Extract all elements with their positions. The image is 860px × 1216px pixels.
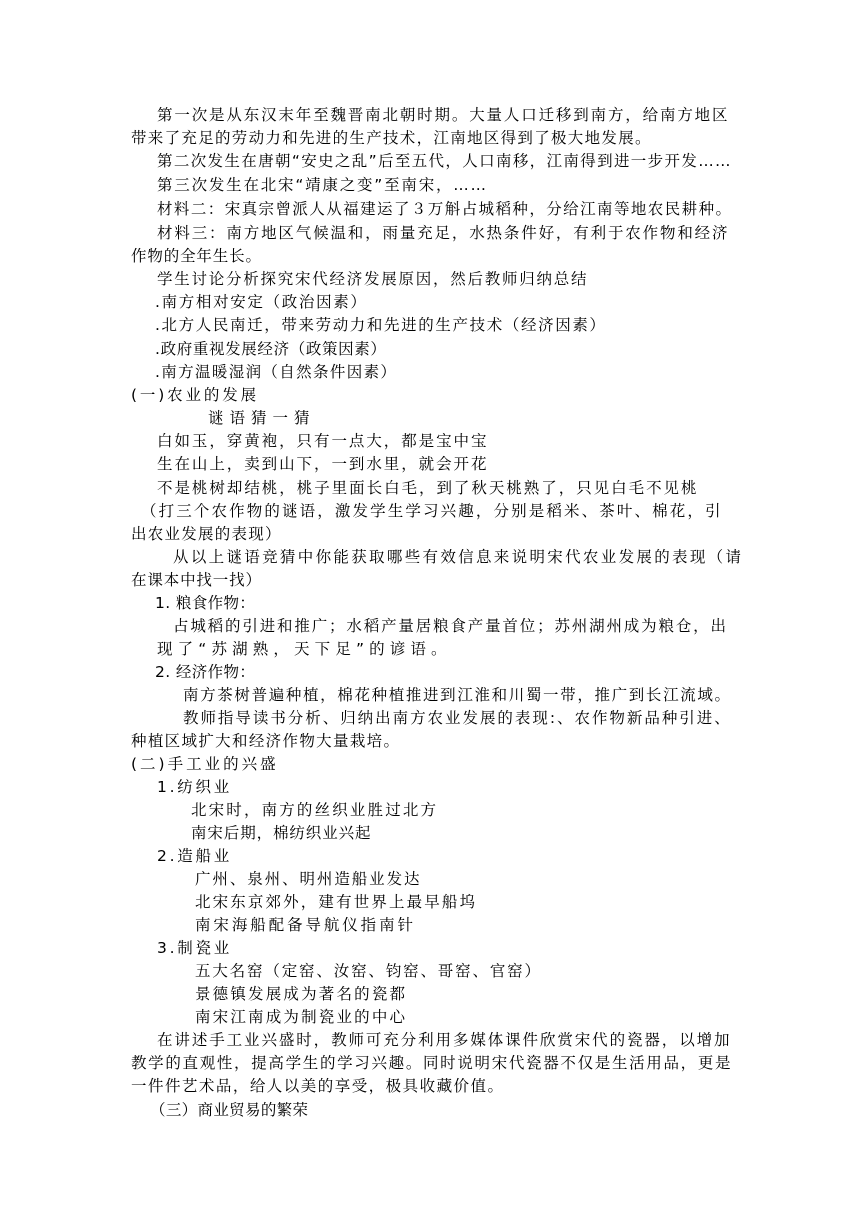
text-line: 北宋东京郊外，建有世界上最早船坞: [195, 893, 478, 911]
text-line: 第三次发生在北宋“靖康之变”至南宋，……: [157, 176, 488, 194]
text-line: 北宋时，南方的丝织业胜过北方: [191, 801, 439, 819]
text-line: 第一次是从东汉末年至魏晋南北朝时期。大量人口迁移到南方，给南方地区: [157, 106, 730, 124]
text-line: 不是桃树却结桃，桃子里面长白毛，到了秋天桃熟了，只见白毛不见桃: [157, 479, 699, 497]
text-line: 南宋后期，棉纺织业兴起: [191, 824, 372, 842]
text-line: 五大名窑（定窑、汝窑、钧窑、哥窑、官窑）: [195, 962, 542, 980]
text-line: 1.纺织业: [157, 778, 233, 796]
text-line: 生在山上，卖到山下，一到水里，就会开花: [157, 455, 489, 473]
text-line: 白如玉，穿黄袍，只有一点大，都是宝中宝: [157, 432, 489, 450]
text-line: 材料二：宋真宗曾派人从福建运了３万斛占城稻种，分给江南等地农民耕种。: [157, 200, 733, 218]
text-line: 南宋海船配备导航仪指南针: [195, 916, 416, 934]
text-line: 第二次发生在唐朝“安史之乱”后至五代，人口南移，江南得到进一步开发……: [157, 152, 732, 170]
text-line: 从以上谜语竞猜中你能获取哪些有效信息来说明宋代农业发展的表现（请: [173, 548, 744, 566]
text-line: 出农业发展的表现）: [131, 525, 282, 543]
text-line: 学生讨论分析探究宋代经济发展原因，然后教师归纳总结: [157, 270, 589, 288]
text-line: 在讲述手工业兴盛时，教师可充分利用多媒体课件欣赏宋代的瓷器，以增加: [157, 1031, 732, 1049]
text-line: .南方温暖湿润（自然条件因素）: [155, 363, 398, 381]
text-line: .南方相对安定（政治因素）: [155, 293, 368, 311]
text-line: 种植区域扩大和经济作物大量栽培。: [131, 732, 401, 750]
text-line: .政府重视发展经济（政策因素）: [155, 340, 387, 358]
text-line: 作物的全年生长。: [131, 247, 262, 265]
text-line: 占城稻的引进和推广；水稻产量居粮食产量首位；苏州湖州成为粮仓，出: [173, 617, 728, 635]
text-line: 1. 粮食作物：: [155, 594, 256, 612]
text-line: （打三个农作物的谜语，激发学生学习兴趣，分别是稻米、茶叶、棉花，引: [141, 502, 723, 520]
text-line: （三）商业贸易的繁荣: [150, 1101, 309, 1119]
text-line: 2. 经济作物：: [155, 663, 256, 681]
text-line: .北方人民南迁，带来劳动力和先进的生产技术（经济因素）: [155, 316, 607, 334]
text-line: 在课本中找一找）: [131, 571, 262, 589]
text-line: 南方茶树普遍种植，棉花种植推进到江淮和川蜀一带，推广到长江流域。: [183, 686, 732, 704]
text-line: 教学的直观性，提高学生的学习兴趣。同时说明宋代瓷器不仅是生活用品，更是: [131, 1054, 733, 1072]
text-line: 景德镇发展成为著名的瓷都: [195, 985, 408, 1003]
text-line: 谜语猜一猜: [208, 409, 316, 427]
text-line: 一件件艺术品，给人以美的享受，极具收藏价值。: [131, 1077, 505, 1095]
text-line: 教师指导读书分析、归纳出南方农业发展的表现:、农作物新品种引进、: [183, 709, 732, 727]
text-line: 3.制瓷业: [157, 939, 233, 957]
text-line: 带来了充足的劳动力和先进的生产技术，江南地区得到了极大地发展。: [131, 129, 652, 147]
text-line: 广州、泉州、明州造船业发达: [195, 870, 422, 888]
text-line: (一)农业的发展: [131, 386, 259, 404]
text-line: (二)手工业的兴盛: [131, 755, 279, 773]
text-line: 现了“苏湖熟，天下足”的谚语。: [157, 640, 452, 658]
text-line: 南宋江南成为制瓷业的中心: [195, 1008, 408, 1026]
text-line: 2.造船业: [157, 847, 233, 865]
text-line: 材料三：南方地区气候温和，雨量充足，水热条件好，有利于农作物和经济: [157, 224, 730, 242]
